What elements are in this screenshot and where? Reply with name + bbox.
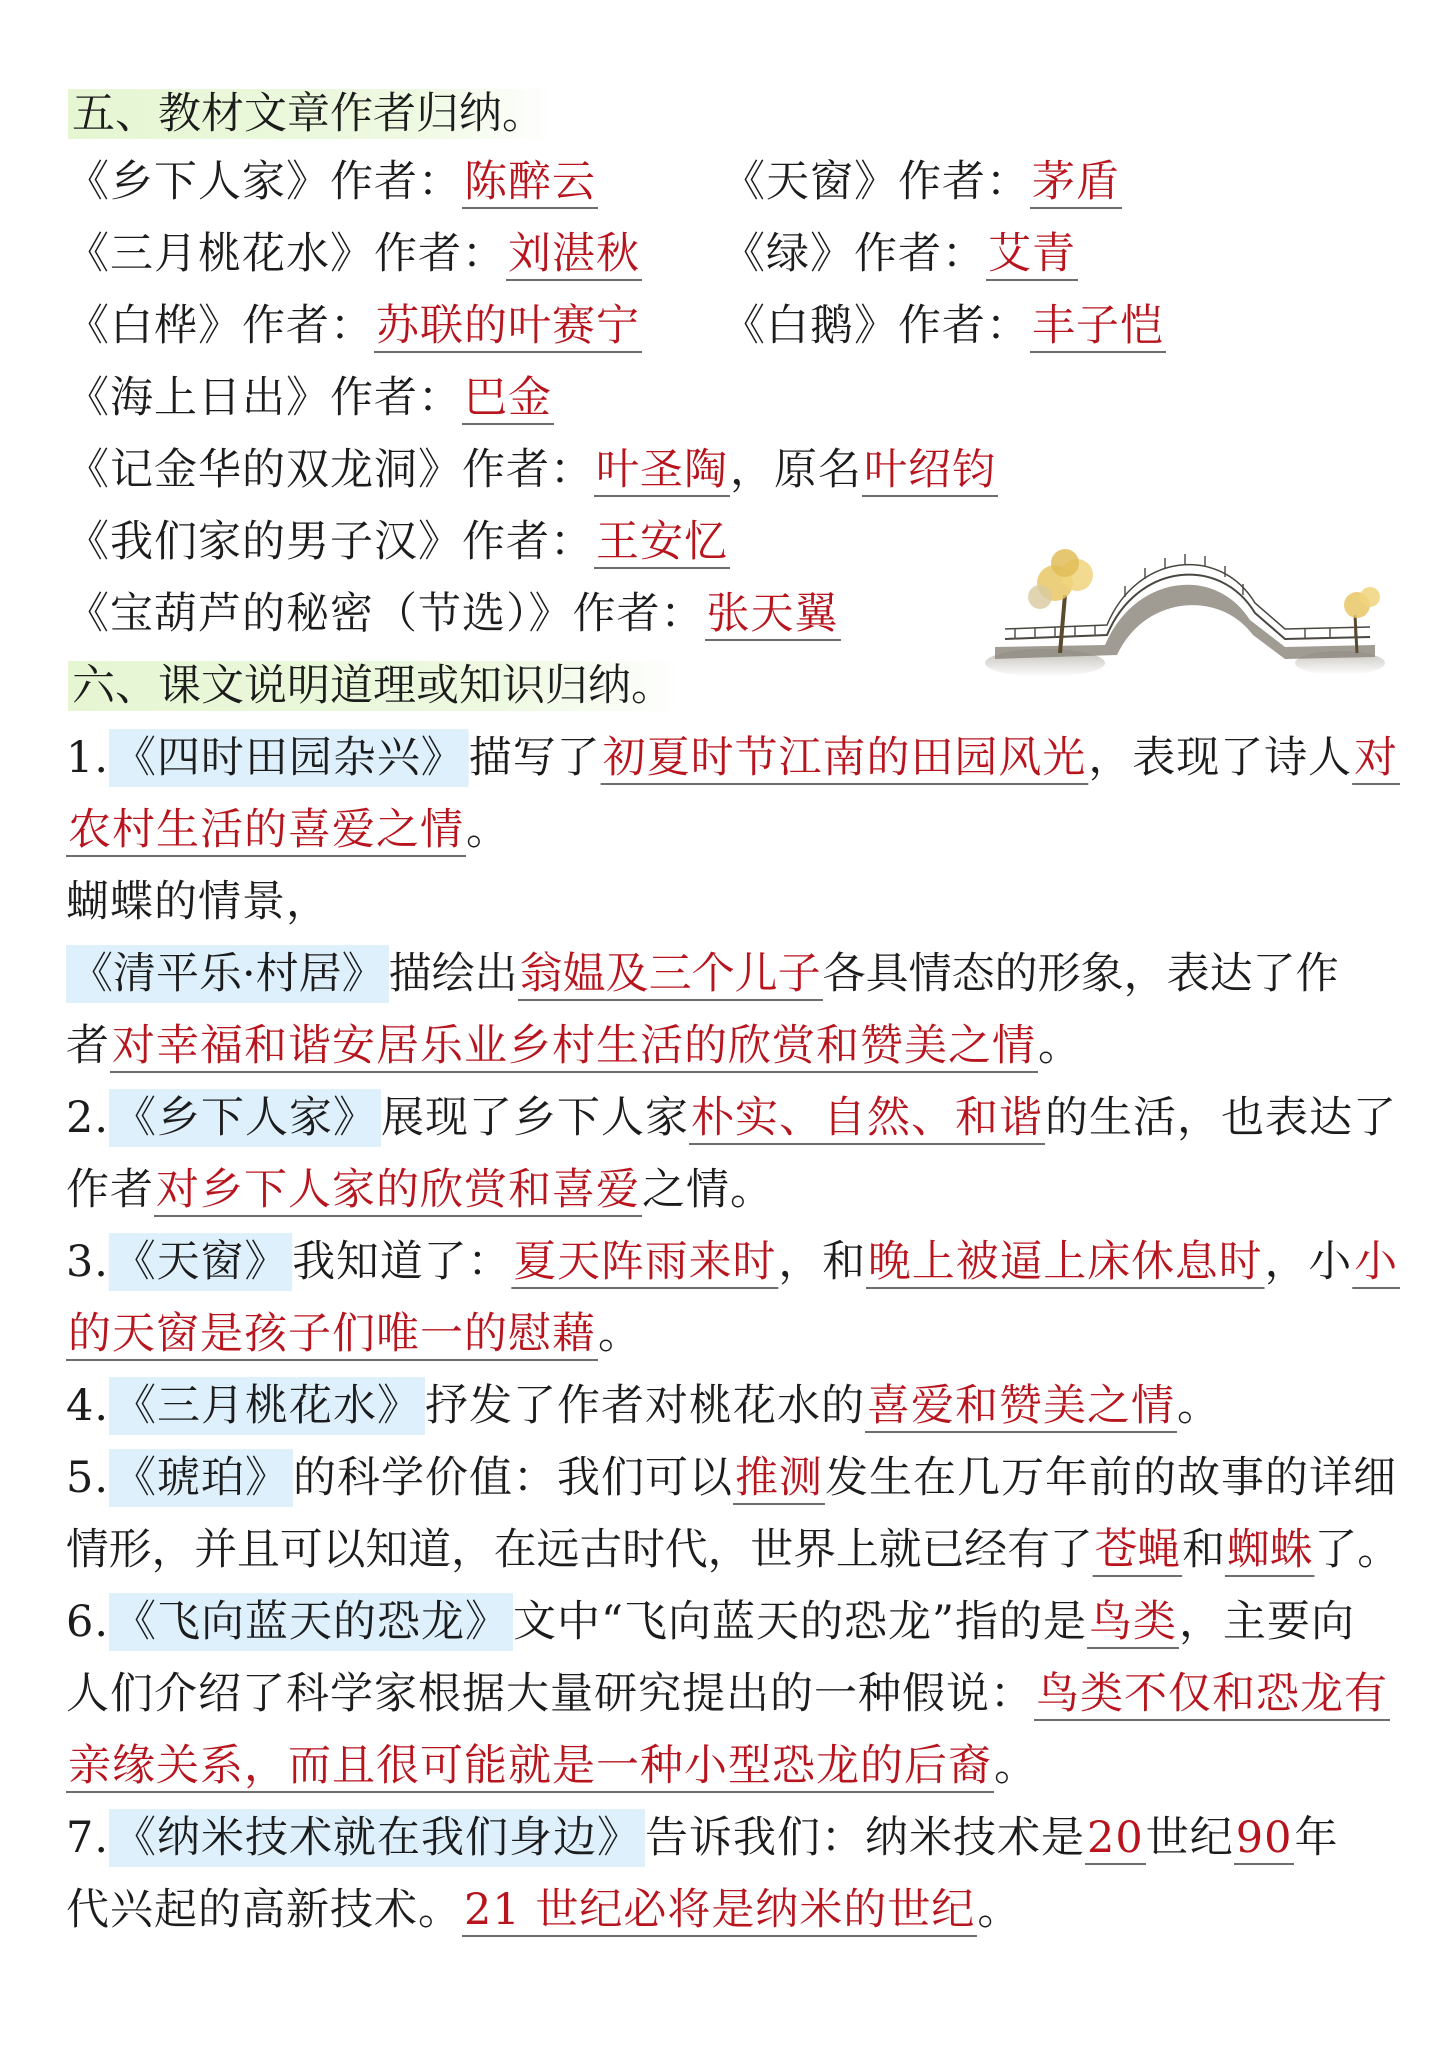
section6-heading-text: 六、课文说明道理或知识归纳。 — [68, 661, 684, 711]
author-answer: 艾青 — [988, 229, 1076, 279]
item1-line2: 农村生活的喜爱之情。 — [68, 805, 510, 855]
section5-heading-text: 五、教材文章作者归纳。 — [68, 89, 555, 139]
text-title-highlight: 《四时田园杂兴》 — [109, 729, 469, 787]
answer-underline: 喜爱和赞美之情 — [867, 1381, 1176, 1431]
text-title-highlight: 《琥珀》 — [109, 1449, 293, 1507]
item6-line1: 6.《飞向蓝天的恐龙》文中“飞向蓝天的恐龙”指的是鸟类，主要向 — [66, 1592, 1355, 1652]
item7-line1: 7.《纳米技术就在我们身边》告诉我们：纳米技术是20世纪90年 — [66, 1808, 1338, 1868]
author-answer: 陈醉云 — [464, 157, 596, 207]
author-answer: 叶圣陶 — [596, 445, 728, 495]
answer-underline: 初夏时节江南的田园风光 — [602, 733, 1087, 783]
author-row-2-left: 《三月桃花水》作者：刘湛秋 — [66, 229, 640, 279]
answer-underline: 21 世纪必将是纳米的世纪 — [464, 1885, 976, 1935]
author-row-5: 《记金华的双龙洞》作者：叶圣陶，原名叶绍钧 — [66, 445, 996, 495]
answer-underline: 推测 — [735, 1453, 824, 1503]
item6-line2: 人们介绍了科学家根据大量研究提出的一种假说：鸟类不仅和恐龙有 — [66, 1669, 1388, 1719]
author-row-3-right: 《白鹅》作者：丰子恺 — [722, 301, 1164, 351]
answer-underline: 鸟类不仅和恐龙有 — [1036, 1669, 1388, 1719]
author-answer: 王安忆 — [596, 517, 728, 567]
answer-underline: 90 — [1235, 1813, 1293, 1863]
author-answer: 丰子恺 — [1032, 301, 1164, 351]
answer-underline: 亲缘关系，而且很可能就是一种小型恐龙的后裔 — [68, 1741, 992, 1791]
tree-right — [1344, 587, 1380, 653]
author-row-1-right: 《天窗》作者：茅盾 — [722, 157, 1120, 207]
text-title-highlight: 《飞向蓝天的恐龙》 — [109, 1593, 513, 1651]
answer-underline: 朴实、自然、和谐 — [691, 1093, 1044, 1143]
item1-line5: 者对幸福和谐安居乐业乡村生活的欣赏和赞美之情。 — [66, 1021, 1082, 1071]
author-answer: 张天翼 — [706, 589, 839, 639]
author-row-4: 《海上日出》作者：巴金 — [66, 373, 552, 423]
answer-underline: 20 — [1087, 1813, 1144, 1863]
item6-line3: 亲缘关系，而且很可能就是一种小型恐龙的后裔。 — [68, 1741, 1038, 1791]
answer-underline: 对 — [1354, 733, 1399, 783]
item1-stray-line: 蝴蝶的情景， — [66, 877, 330, 927]
text-title-highlight: 《纳米技术就在我们身边》 — [109, 1809, 645, 1867]
author-answer: 茅盾 — [1032, 157, 1120, 207]
text-title-highlight: 《清平乐·村居》 — [66, 945, 389, 1003]
text-title-highlight: 《三月桃花水》 — [109, 1377, 425, 1435]
answer-underline: 对幸福和谐安居乐业乡村生活的欣赏和赞美之情 — [112, 1021, 1036, 1071]
bridge-illustration — [985, 535, 1385, 685]
item2-line1: 2.《乡下人家》展现了乡下人家朴实、自然、和谐的生活，也表达了 — [66, 1088, 1397, 1148]
answer-underline: 鸟类 — [1089, 1597, 1177, 1647]
item4-line1: 4.《三月桃花水》抒发了作者对桃花水的喜爱和赞美之情。 — [66, 1376, 1221, 1436]
answer-underline: 晚上被逼上床休息时 — [868, 1237, 1263, 1287]
author-row-2-right: 《绿》作者：艾青 — [722, 229, 1076, 279]
original-name-answer: 叶绍钧 — [864, 445, 996, 495]
item1-line1: 1.《四时田园杂兴》描写了初夏时节江南的田园风光，表现了诗人对 — [66, 728, 1400, 788]
item1-line4: 《清平乐·村居》描绘出翁媪及三个儿子各具情态的形象，表达了作 — [66, 944, 1339, 1004]
author-row-7: 《宝葫芦的秘密（节选）》作者：张天翼 — [66, 589, 839, 639]
answer-underline: 夏天阵雨来时 — [513, 1237, 777, 1287]
item2-line2: 作者对乡下人家的欣赏和喜爱之情。 — [66, 1165, 774, 1215]
text-title-highlight: 《天窗》 — [109, 1233, 292, 1291]
item3-line1: 3.《天窗》我知道了：夏天阵雨来时，和晚上被逼上床休息时，小小 — [66, 1232, 1400, 1292]
item3-line2: 的天窗是孩子们唯一的慰藉。 — [68, 1309, 642, 1359]
item5-line1: 5.《琥珀》的科学价值：我们可以推测发生在几万年前的故事的详细 — [66, 1448, 1397, 1508]
answer-underline: 蜘蛛 — [1226, 1525, 1313, 1575]
answer-underline: 对乡下人家的欣赏和喜爱 — [156, 1165, 640, 1215]
answer-underline: 苍蝇 — [1094, 1525, 1181, 1575]
answer-underline: 的天窗是孩子们唯一的慰藉 — [68, 1309, 596, 1359]
section5-heading — [68, 84, 555, 144]
section6-heading — [68, 656, 684, 716]
author-answer: 巴金 — [464, 373, 552, 423]
author-row-1-left: 《乡下人家》作者：陈醉云 — [66, 157, 596, 207]
item7-line2: 代兴起的高新技术。21 世纪必将是纳米的世纪。 — [66, 1885, 1022, 1935]
answer-underline: 小 — [1354, 1237, 1399, 1287]
answer-underline: 农村生活的喜爱之情 — [68, 805, 464, 855]
item5-line2: 情形，并且可以知道，在远古时代，世界上就已经有了苍蝇和蜘蛛了。 — [66, 1525, 1401, 1575]
text-title-highlight: 《乡下人家》 — [109, 1089, 381, 1147]
author-answer: 刘湛秋 — [508, 229, 640, 279]
author-row-6: 《我们家的男子汉》作者：王安忆 — [66, 517, 728, 567]
author-answer: 苏联的叶赛宁 — [376, 301, 640, 351]
author-row-3-left: 《白桦》作者：苏联的叶赛宁 — [66, 301, 640, 351]
answer-underline: 翁媪及三个儿子 — [519, 949, 821, 999]
